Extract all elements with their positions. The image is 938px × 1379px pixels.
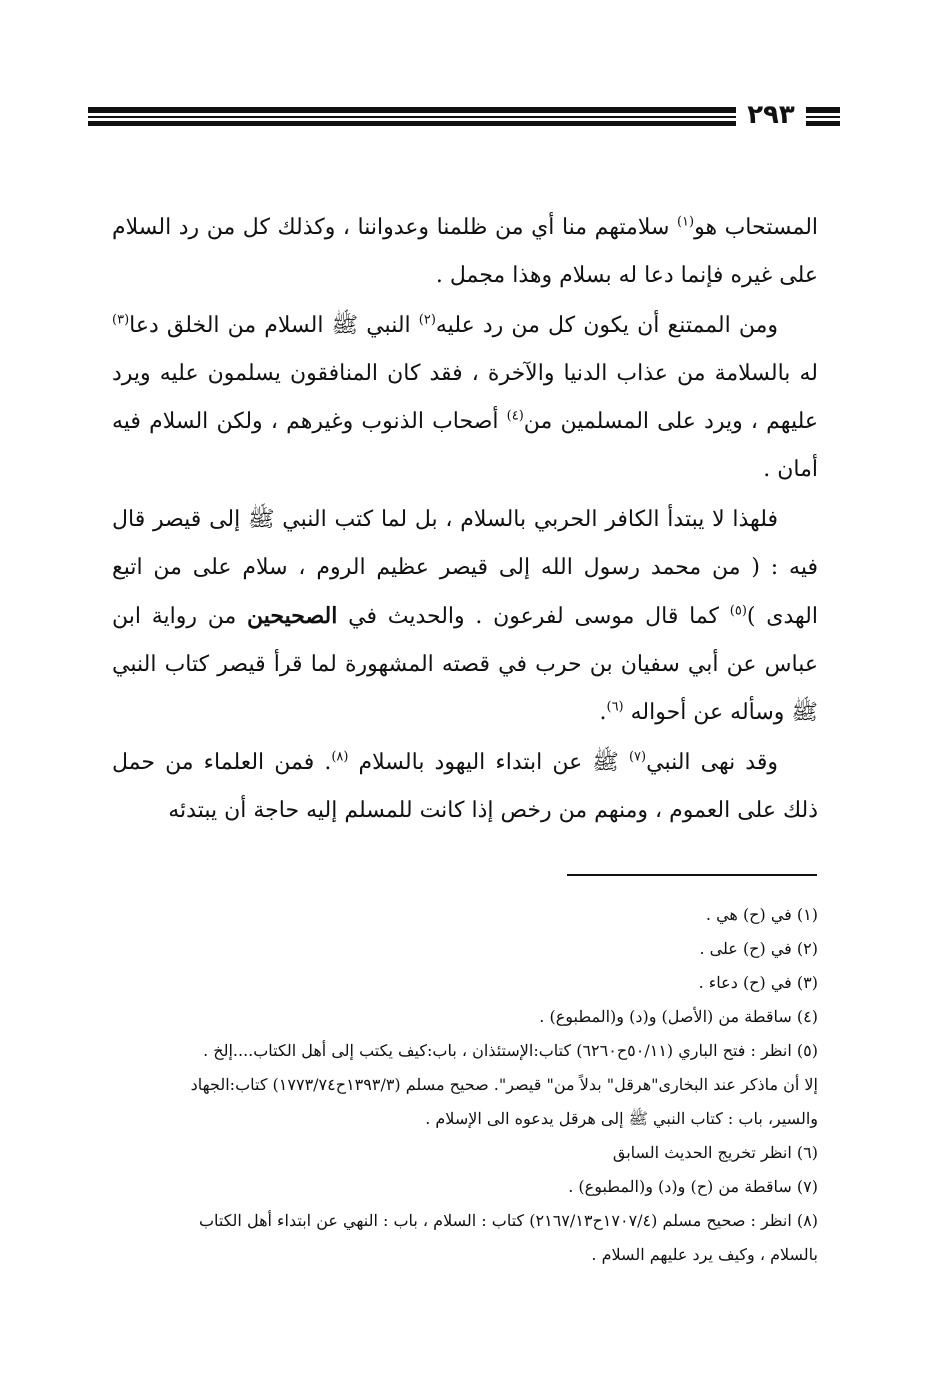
paragraph-3-text-c: من رواية ابن عباس عن أبي سفيان بن حرب في قصته المشهورة لما قرأ قيصر كتاب النبي ﷺ وسأله عن أحواله xyxy=(112,604,818,725)
footnote-ref-5: (٥) xyxy=(729,603,747,619)
footnote-6: (٦) انظر تخريج الحديث السابق xyxy=(612,1143,818,1162)
footnote-3: (٣) في (ح) دعاء . xyxy=(698,973,818,992)
page-number: ٢٩٣ xyxy=(747,100,795,130)
footnote-ref-3: (٣) xyxy=(112,312,130,328)
footnote-8-line-2: بالسلام ، وكيف يرد عليهم السلام . xyxy=(591,1245,818,1264)
paragraph-2-text-d: أصحاب الذنوب وغيرهم ، ولكن السلام فيه أمان . xyxy=(112,409,818,482)
footnote-ref-1: (١) xyxy=(676,214,695,230)
footnote-separator xyxy=(567,874,817,876)
header-rule-right-thick xyxy=(806,107,840,113)
paragraph-4 xyxy=(112,739,818,835)
footnote-5-line-1: (٥) انظر : فتح الباري (٥٠/١١ح٦٢٦٠) كتاب:الإستئذان ، باب:كيف يكتب إلى أهل الكتاب....إلخ . xyxy=(203,1041,818,1060)
header-rule-right-thick-lower xyxy=(806,121,840,126)
paragraph-1-text-b: سلامتهم منا أي من ظلمنا وعدواننا ، وكذلك كل من رد السلام على غيره فإنما دعا له بسلام وهذا مجمل . xyxy=(112,215,818,288)
header-rule-thick xyxy=(88,107,736,113)
footnote-5-line-3: والسير، باب : كتاب النبي ﷺ إلى هرقل يدعوه الى الإسلام . xyxy=(425,1109,818,1128)
footnote-ref-2: (٢) xyxy=(418,312,436,328)
paragraph-2 xyxy=(112,302,818,494)
footnote-ref-6: (٦) xyxy=(606,699,624,715)
footnote-ref-7: (٧) xyxy=(628,749,647,765)
footnote-2: (٢) في (ح) على . xyxy=(699,939,818,958)
paragraph-2-text-b: النبي ﷺ السلام من الخلق دعا xyxy=(129,313,419,338)
footnote-ref-4: (٤) xyxy=(506,408,524,424)
paragraph-1-text-a: المستحاب هو xyxy=(694,215,819,240)
paragraph-2-text-a: ومن الممتنع أن يكون كل من رد عليه xyxy=(435,313,778,338)
body-text xyxy=(112,204,818,837)
footnote-5-line-2: إلا أن ماذكر عند البخارى"هرقل" بدلاً من" قيصر". صحيح مسلم (١٣٩٣/٣ح١٧٧٣/٧٤) كتاب:الجهاد xyxy=(190,1075,818,1094)
paragraph-1 xyxy=(112,204,818,300)
footnote-4: (٤) ساقطة من (الأصل) و(د) و(المطبوع) . xyxy=(539,1007,818,1026)
paragraph-2-text-c: له بالسلامة من عذاب الدنيا والآخرة ، فقد كان المنافقون يسلمون عليه ويرد عليهم ، ويرد على المسلمين من xyxy=(112,361,818,434)
paragraph-3-text-a: فلهذا لا يبتدأ الكافر الحربي بالسلام ، بل لما كتب النبي ﷺ إلى قيصر قال فيه : ( من محمد رسول الله إلى قيصر عظيم الروم ، سلام على من اتبع الهدى ) xyxy=(112,507,818,629)
paragraph-4-text-b: ﷺ عن ابتداء اليهود بالسلام xyxy=(348,750,629,775)
page-header xyxy=(88,100,840,130)
header-rule-right-thin xyxy=(806,116,840,118)
footnote-1: (١) في (ح) هي . xyxy=(705,905,818,924)
paragraph-4-text-a: وقد نهى النبي xyxy=(646,750,778,775)
footnote-7: (٧) ساقطة من (ح) و(د) و(المطبوع) . xyxy=(568,1177,818,1196)
footnote-ref-8: (٨) xyxy=(331,749,349,765)
header-rule-thick-lower xyxy=(88,121,736,126)
paragraph-3 xyxy=(112,496,818,737)
header-rule-thin xyxy=(88,116,736,118)
paragraph-3-bold: الصحيحين xyxy=(247,603,338,629)
paragraph-3-text-d: . xyxy=(599,700,607,725)
footnote-8-line-1: (٨) انظر : صحيح مسلم (١٧٠٧/٤ح٢١٦٧/١٣) كتاب : السلام ، باب : النهي عن ابتداء أهل الكتاب xyxy=(198,1211,818,1230)
footnotes xyxy=(88,898,818,1272)
paragraph-3-text-b: كما قال موسى لفرعون . والحديث في xyxy=(337,604,730,629)
paragraph-4-text-c: . فمن العلماء من حمل ذلك على العموم ، ومنهم من رخص إذا كانت للمسلم إليه حاجة أن يبتدئه xyxy=(112,750,818,823)
